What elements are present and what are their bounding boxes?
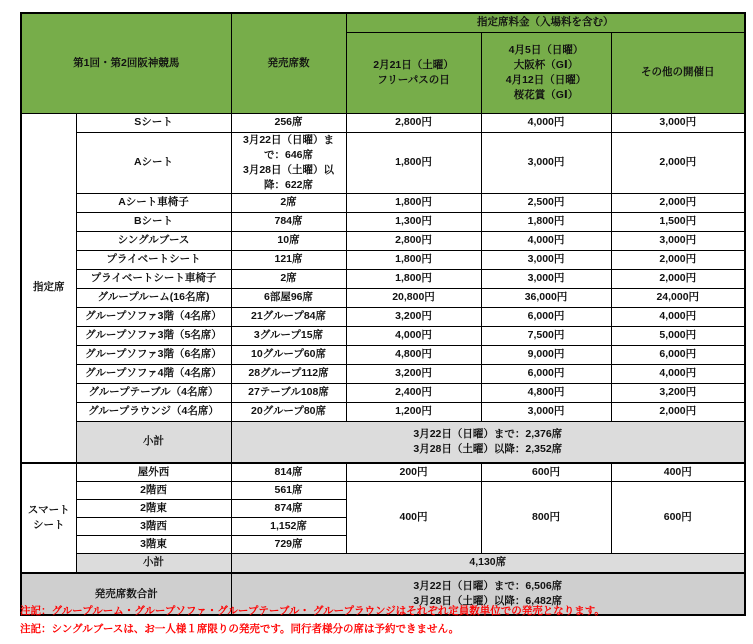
seat-type-cell-line: グループテーブル（4名席） [88,386,219,398]
price-cell-freepass-day-line: 400円 [399,510,428,523]
seat-row [21,113,745,132]
price-cell-g1-days-line: 600円 [531,465,561,478]
price-cell-g1-days [481,212,611,231]
price-cell-other-days [611,463,745,481]
seats-count-header-cell-line: 発売席数 [267,56,310,69]
seat-count-cell-line: 20グループ80席 [250,405,327,417]
seat-type-cell-line: プライベートシート [106,253,201,265]
seat-type-cell [76,288,231,307]
seat-type-cell-line: プライベートシート車椅子 [90,272,217,284]
seat-type-cell [76,535,231,553]
price-cell-freepass-day-line: 1,800円 [395,253,432,265]
price-cell-other-days-line: 1,500円 [659,215,697,227]
price-cell-other-days [611,193,745,212]
price-col-header-other-days [611,32,745,113]
seat-row [21,481,745,499]
seat-count-cell [231,250,346,269]
seat-type-cell [76,231,231,250]
seat-type-cell [76,326,231,345]
seat-type-cell [76,517,231,535]
price-cell-other-days [611,231,745,250]
price-col-header-g1-days-line: 大阪杯（GⅠ） [513,58,579,71]
seat-count-cell-line: 814席 [274,465,303,478]
seat-count-cell-line: 3月22日（日曜）まで：646席 [242,133,335,161]
footnote-group-units: 注記：グループルーム・グループソファ・グループテーブル・ グループラウンジはそれぞれ定員数単位での発売となります。 [20,605,605,617]
seat-type-cell [76,269,231,288]
subtotal-label-cell-line: 小計 [143,556,164,569]
price-cell-g1-days-line: 9,000円 [527,348,565,360]
seat-count-cell-line: 2席 [280,272,297,284]
price-cell-g1-days [481,345,611,364]
seat-type-cell [76,193,231,212]
price-cell-other-days-line: 24,000円 [656,291,700,303]
seat-type-cell [76,383,231,402]
subtotal-value-cell [231,553,745,573]
price-cell-freepass-day-line: 2,800円 [395,234,432,246]
price-cell-freepass-day [346,307,481,326]
price-cell-freepass-day-line: 2,400円 [395,386,432,398]
price-cell-g1-days [481,231,611,250]
seat-count-cell [231,288,346,307]
seat-type-cell-line: グループラウンジ（4名席） [88,405,219,417]
seat-type-cell-line: シングルブース [117,234,190,246]
price-col-header-g1-days-line: 桜花賞（GⅠ） [513,88,579,101]
price-cell-freepass-day [346,402,481,421]
price-cell-other-days [611,250,745,269]
seat-type-cell-line: 2階東 [140,501,167,514]
price-cell-freepass-day-line: 200円 [399,465,428,478]
price-cell-freepass-day [346,132,481,193]
seat-count-cell-line: 874席 [274,501,303,514]
price-cell-other-days [611,402,745,421]
seat-type-cell [76,250,231,269]
seat-type-cell-line: Sシート [134,116,173,128]
price-cell-other-days [611,132,745,193]
seat-row [21,193,745,212]
subtotal-row [21,553,745,573]
price-col-header-freepass-day-line: 2月21日（土曜） [373,58,454,71]
seat-count-cell [231,326,346,345]
subtotal-label-cell [76,553,231,573]
seat-row [21,288,745,307]
price-cell-g1-days-line: 6,000円 [527,310,565,322]
seat-type-cell [76,345,231,364]
seat-row [21,345,745,364]
price-cell-freepass-day-line: 1,300円 [395,215,432,227]
price-cell-other-days [611,345,745,364]
price-cell-g1-days [481,383,611,402]
seat-count-cell-line: 729席 [274,537,303,550]
price-cell-g1-days-line: 7,500円 [527,329,565,341]
price-cell-g1-days-line: 3,000円 [527,272,565,284]
seat-count-cell-line: 10席 [277,234,300,246]
table-body [21,113,745,615]
seat-count-cell-line: 10グループ60席 [250,348,327,360]
subtotal-label-cell [76,421,231,463]
seat-type-cell-line: グループソファ3階（6名席） [85,348,222,360]
seat-count-cell-line: 3月28日（土曜）以降：622席 [242,163,335,191]
price-cell-g1-days-line: 36,000円 [524,291,568,303]
seat-type-cell-line: グループソファ3階（4名席） [85,310,222,322]
seat-count-cell [231,132,346,193]
seat-count-cell [231,307,346,326]
seat-row [21,132,745,193]
price-cell-freepass-day [346,193,481,212]
price-cell-freepass-day [346,269,481,288]
seat-count-cell [231,535,346,553]
price-cell-freepass-day [346,364,481,383]
price-cell-other-days [611,481,745,553]
seat-row [21,231,745,250]
price-cell-other-days-line: 3,000円 [659,234,697,246]
price-col-header-freepass-day [346,32,481,113]
price-cell-freepass-day-line: 3,200円 [395,310,432,322]
seat-count-cell-line: 27テーブル108席 [248,386,329,398]
price-cell-other-days [611,212,745,231]
price-cell-g1-days [481,364,611,383]
seat-type-cell [76,212,231,231]
seat-count-cell [231,212,346,231]
price-cell-other-days-line: 6,000円 [659,348,697,360]
price-cell-g1-days-line: 3,000円 [527,253,565,265]
subtotal-value-cell-line: 4,130席 [469,556,507,569]
total-value-cell-line: 3月22日（日曜）まで：6,506席 [413,580,563,592]
price-cell-g1-days-line: 3,000円 [527,156,565,168]
price-cell-g1-days [481,269,611,288]
seat-type-cell [76,132,231,193]
price-cell-freepass-day [346,231,481,250]
price-cell-other-days-line: 5,000円 [659,329,697,341]
seat-type-cell-line: Aシート [133,156,174,168]
footnote-single-booth: 注記：シングルブースは、お一人様１席限りの発売です。同行者様分の席は予約できません。 [20,623,460,635]
price-cell-freepass-day-line: 4,800円 [395,348,432,360]
seat-count-cell-line: 784席 [274,215,303,227]
price-cell-g1-days [481,307,611,326]
seat-count-cell [231,231,346,250]
seat-type-cell [76,364,231,383]
seat-count-cell-line: 3グループ15席 [253,329,324,341]
subtotal-value-cell-line: 3月22日（日曜）まで：2,376席 [413,427,563,440]
price-cell-other-days [611,113,745,132]
seat-count-cell [231,402,346,421]
price-cell-other-days-line: 600円 [663,510,692,523]
price-cell-other-days-line: 2,000円 [659,156,697,168]
seats-count-header-cell [231,13,346,113]
seat-type-cell-line: 3階西 [140,519,167,532]
price-cell-freepass-day-line: 2,800円 [395,116,432,128]
seat-count-cell [231,383,346,402]
seat-count-cell-line: 1,152席 [270,519,307,532]
footnotes [20,600,740,636]
seat-count-cell-line: 28グループ112席 [248,367,329,379]
seat-count-cell-line: 2席 [280,196,297,208]
seat-count-cell-line: 6部屋96席 [263,291,314,303]
price-cell-other-days-line: 2,000円 [659,405,697,417]
price-col-header-g1-days [481,32,611,113]
price-cell-freepass-day-line: 1,800円 [395,272,432,284]
price-cell-freepass-day [346,481,481,553]
total-label-cell-line: 発売席数合計 [94,587,158,600]
price-cell-freepass-day-line: 1,800円 [395,156,432,168]
price-cell-freepass-day-line: 4,000円 [395,329,432,341]
price-cell-other-days [611,269,745,288]
price-cell-g1-days [481,250,611,269]
subtotal-value-cell [231,421,745,463]
price-cell-other-days-line: 3,000円 [659,116,697,128]
price-cell-other-days [611,326,745,345]
meeting-header-cell-line: 第1回・第2回阪神競馬 [73,56,180,69]
price-cell-freepass-day [346,113,481,132]
seat-type-cell-line: Bシート [133,215,174,227]
subtotal-label-cell-line: 小計 [143,435,164,448]
price-col-header-other-days-line: その他の開催日 [641,66,715,78]
price-cell-freepass-day [346,383,481,402]
price-cell-other-days [611,288,745,307]
price-cell-g1-days-line: 3,000円 [527,405,565,417]
seat-count-cell [231,345,346,364]
price-cell-g1-days [481,132,611,193]
seat-type-cell-line: Aシート車椅子 [118,196,189,208]
seat-count-cell [231,113,346,132]
seat-row [21,269,745,288]
header-row-1 [21,13,745,32]
seat-type-cell-line: 2階西 [140,483,167,496]
seat-type-cell [76,113,231,132]
price-cell-g1-days-line: 6,000円 [527,367,565,379]
section-label-cell-line: 指定席 [33,281,65,294]
subtotal-value-cell-line: 3月28日（土曜）以降：2,352席 [413,442,563,455]
price-cell-g1-days-line: 4,000円 [527,116,565,128]
seat-row [21,383,745,402]
price-cell-g1-days-line: 4,000円 [527,234,565,246]
price-cell-freepass-day [346,250,481,269]
seat-type-cell [76,402,231,421]
seat-count-cell [231,481,346,499]
price-cell-g1-days [481,113,611,132]
seat-count-cell-line: 121席 [274,253,303,265]
price-cell-freepass-day [346,326,481,345]
seat-row [21,364,745,383]
price-cell-freepass-day-line: 1,200円 [395,405,432,417]
seat-count-cell-line: 256席 [274,116,303,128]
seat-price-table [20,12,746,616]
seat-count-cell [231,463,346,481]
price-col-header-g1-days-line: 4月12日（日曜） [505,73,587,86]
price-cell-other-days [611,307,745,326]
section-label-cell [21,113,76,463]
price-cell-freepass-day [346,463,481,481]
seat-count-cell [231,269,346,288]
section-label-cell [21,463,76,573]
price-cell-other-days-line: 4,000円 [659,310,697,322]
seat-type-cell [76,481,231,499]
price-cell-g1-days [481,402,611,421]
seat-type-cell-line: 3階東 [140,537,167,550]
price-cell-other-days [611,364,745,383]
table-header [21,13,745,113]
price-cell-g1-days-line: 4,800円 [527,386,565,398]
price-cell-g1-days-line: 1,800円 [527,215,565,227]
price-cell-other-days-line: 2,000円 [659,196,697,208]
seat-type-cell [76,463,231,481]
price-cell-freepass-day-line: 20,800円 [392,291,435,303]
price-cell-g1-days [481,463,611,481]
price-col-header-freepass-day-line: フリーパスの日 [377,73,450,86]
seat-row [21,212,745,231]
section-label-cell-line: スマートシート [27,504,70,531]
price-cell-freepass-day-line: 3,200円 [395,367,432,379]
price-cell-g1-days-line: 2,500円 [527,196,565,208]
price-cell-g1-days [481,193,611,212]
price-cell-g1-days [481,288,611,307]
price-cell-other-days [611,383,745,402]
seat-count-cell-line: 21グループ84席 [250,310,327,322]
price-cell-freepass-day [346,345,481,364]
seat-type-cell [76,499,231,517]
price-col-header-g1-days-line: 4月5日（日曜） [508,43,584,56]
seat-type-cell-line: グループソファ3階（5名席） [85,329,222,341]
total-value-cell-line: 3月28日（土曜）以降：6,482席 [413,595,563,607]
subtotal-row [21,421,745,463]
price-group-header-cell [346,13,745,32]
seat-count-cell [231,364,346,383]
seat-type-cell-line: グループルーム(16名席) [97,291,210,303]
price-cell-other-days-line: 400円 [663,465,692,478]
price-group-header-cell-line: 指定席料金（入場料を含む） [477,16,614,29]
meeting-header-cell [21,13,231,113]
seat-type-cell-line: グループソファ4階（4名席） [85,367,222,379]
price-cell-g1-days [481,481,611,553]
price-cell-other-days-line: 4,000円 [659,367,697,379]
seat-row [21,250,745,269]
seat-row [21,307,745,326]
seat-count-cell [231,499,346,517]
price-cell-other-days-line: 2,000円 [659,272,697,284]
price-cell-freepass-day [346,212,481,231]
seat-count-cell [231,517,346,535]
seat-row [21,326,745,345]
seat-row [21,402,745,421]
price-cell-g1-days [481,326,611,345]
seat-count-cell-line: 561席 [274,483,303,496]
seat-row [21,463,745,481]
price-cell-other-days-line: 2,000円 [659,253,697,265]
price-cell-g1-days-line: 800円 [531,510,561,523]
seat-count-cell [231,193,346,212]
price-cell-freepass-day-line: 1,800円 [395,196,432,208]
seat-type-cell [76,307,231,326]
price-cell-other-days-line: 3,200円 [659,386,697,398]
price-cell-freepass-day [346,288,481,307]
seat-type-cell-line: 屋外西 [137,465,170,478]
